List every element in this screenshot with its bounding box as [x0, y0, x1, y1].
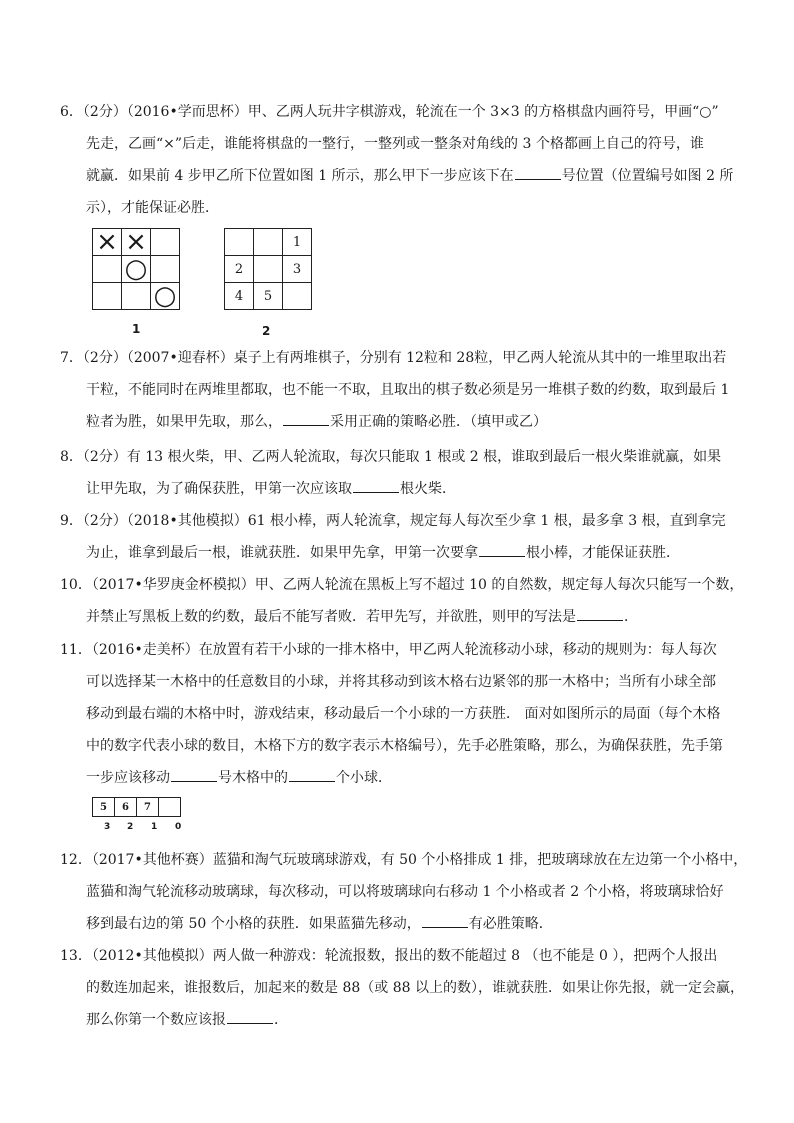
- question-12-line-1: 12．（2017•其他杯赛）蓝猫和淘气玩玻璃球游戏，有 50 个小格排成 1 排，把玻璃球放在左边第一个小格中，: [60, 852, 748, 868]
- figure-1-board: [92, 228, 180, 310]
- question-10-line-2-text: 并禁止写黑板上数的约数，最后不能写者败．若甲先写，并欲胜，则甲的写法是: [86, 609, 576, 625]
- question-12-line-3-text: 移到最右边的第 50 个小格的获胜．如果蓝猫先移动，: [86, 916, 421, 932]
- question-11-line-1: 11．（2016•走美杯）在放置有若干小球的一排木格中，甲乙两人轮流移动小球，移动的规则为：每人每次: [60, 642, 717, 658]
- question-10-line-1: 10．（2017•华罗庚金杯模拟）甲、乙两人轮流在黑板上写不超过 10 的自然数，规定每人每次只能写一个数，: [60, 577, 744, 593]
- figure-2-cell-9: [283, 283, 312, 310]
- answer-blank-8[interactable]: [353, 478, 399, 493]
- question-6-line-3: [60, 160, 750, 192]
- question-13-after-blank: ．: [274, 1012, 288, 1028]
- strip-label-3: 0: [175, 822, 182, 832]
- figure-2-cell-8: 5: [254, 283, 283, 310]
- question-6-line-2: 先走，乙画“×”后走，谁能将棋盘的一整行，一整列或一整条对角线的 3 个格都画上自己的符号，谁: [86, 136, 704, 152]
- answer-blank-6[interactable]: [515, 165, 561, 180]
- figure-2-caption: 2: [262, 324, 271, 338]
- figure-1-cell-4: [93, 256, 122, 283]
- question-13-line-1: 13．（2012•其他模拟）两人做一种游戏：轮流报数，报出的数不能超过 8 （也不能是 0 ），把两个人报出: [60, 948, 718, 964]
- strip-label-0: 3: [104, 822, 111, 832]
- strip-box-2: 6: [115, 798, 137, 817]
- strip-label-2: 1: [151, 822, 158, 832]
- question-8-line-2-text: 让甲先取，为了确保获胜，甲第一次应该取: [86, 481, 352, 497]
- question-7-line-3: [60, 406, 750, 438]
- question-12-line-2: 蓝猫和淘气轮流移动玻璃球，每次移动，可以将玻璃球向右移动 1 个小格或者 2 个小格，将玻璃球恰好: [86, 884, 724, 900]
- question-11-mid-blank: 号木格中的: [218, 770, 288, 786]
- question-11-line-5: [60, 762, 750, 794]
- question-11-line-4: 中的数字代表小球的数目，木格下方的数字表示木格编号），先手必胜策略，那么，为确保获胜，先手第: [86, 738, 723, 754]
- figure-2-cell-7: 4: [225, 283, 254, 310]
- figure-1-cell-6: [151, 256, 180, 283]
- question-11: [60, 634, 750, 794]
- figure-1-cell-3: [151, 229, 180, 256]
- answer-blank-11a[interactable]: [171, 767, 217, 782]
- figure-2-cell-4: 2: [225, 256, 254, 283]
- question-9: [60, 505, 750, 569]
- question-11-after-blank: 个小球．: [336, 770, 392, 786]
- cross-mark-icon: ×: [93, 229, 122, 256]
- question-6: [60, 96, 750, 224]
- question-13-line-3: [60, 1004, 750, 1036]
- circle-mark-icon: ○: [151, 283, 180, 310]
- answer-blank-7[interactable]: [283, 411, 329, 426]
- question-7-line-2: 干粒，不能同时在两堆里都取，也不能一不取，且取出的棋子数必须是另一堆棋子数的约数，取到最后 1: [86, 382, 730, 398]
- figure-1-cell-7: [93, 283, 122, 310]
- figure-2-cell-2: [254, 229, 283, 256]
- strip-box-4: [159, 798, 181, 817]
- answer-blank-10[interactable]: [577, 606, 623, 621]
- figure-2-cell-5: [254, 256, 283, 283]
- question-6-line-3-text: 就赢．如果前 4 步甲乙所下位置如图 1 所示，那么甲下一步应该下在: [86, 168, 514, 184]
- question-6-line-1: 6．（2分）（2016•学而思杯）甲、乙两人玩井字棋游戏，轮流在一个 3×3 的方格棋盘内画符号，甲画“○”: [60, 104, 719, 120]
- question-6-after-blank: 号位置（位置编号如图 2 所: [561, 168, 734, 184]
- figure-2-cell-1: [225, 229, 254, 256]
- question-9-line-2-text: 为止，谁拿到最后一根，谁就获胜．如果甲先拿，甲第一次要拿: [86, 545, 478, 561]
- question-9-after-blank: 根小棒，才能保证获胜．: [526, 545, 680, 561]
- question-8-line-2: [60, 473, 750, 505]
- question-10: [60, 569, 750, 633]
- figure-2-cell-3: 1: [283, 229, 312, 256]
- question-6-line-4: 示），才能保证必胜．: [86, 200, 219, 216]
- strip-label-1: 2: [127, 822, 134, 832]
- question-11-line-3: 移动到最右端的木格中时，游戏结束，移动最后一个小球的一方获胜． 面对如图所示的局面（每个木格: [86, 706, 721, 722]
- question-8: [60, 441, 750, 505]
- question-12-line-3: [60, 908, 750, 940]
- strip-box-1: 5: [93, 798, 115, 817]
- question-9-line-1: 9．（2分）（2018•其他模拟）61 根小棒，两人轮流拿，规定每人每次至少拿 1 根，最多拿 3 根，直到拿完: [60, 513, 726, 529]
- question-10-line-2: [60, 601, 750, 633]
- question-7-line-1: 7．（2分）（2007•迎春杯）桌子上有两堆棋子，分别有 12粒和 28粒，甲乙两人轮流从其中的一堆里取出若: [60, 350, 727, 366]
- cross-mark-icon: ×: [122, 229, 151, 256]
- question-13-line-2: 的数连加起来，谁报数后，加起来的数是 88（或 88 以上的数），谁就获胜．如果让你先报，就一定会赢，: [86, 980, 744, 996]
- question-13: [60, 940, 750, 1036]
- figure-2-cell-6: 3: [283, 256, 312, 283]
- question-9-line-2: [60, 537, 750, 569]
- question-13-line-3-text: 那么你第一个数应该报: [86, 1012, 226, 1028]
- strip-box-3: 7: [137, 798, 159, 817]
- circle-mark-icon: ○: [122, 256, 151, 283]
- question-12: [60, 844, 750, 940]
- question-10-after-blank: ．: [624, 609, 638, 625]
- question-11-line-2: 可以选择某一木格中的任意数目的小球，并将其移动到该木格右边紧邻的那一木格中；当所有小球全部: [86, 674, 716, 690]
- answer-blank-13[interactable]: [227, 1009, 273, 1024]
- question-8-line-1: 8．（2分）有 13 根火柴，甲、乙两人轮流取，每次只能取 1 根或 2 根，谁取到最后一根火柴谁就赢，如果: [60, 449, 722, 465]
- figure-1-cell-8: [122, 283, 151, 310]
- question-7-after-blank: 采用正确的策略必胜．（填甲或乙）: [330, 414, 547, 430]
- question-8-after-blank: 根火柴．: [400, 481, 456, 497]
- answer-blank-12[interactable]: [422, 913, 468, 928]
- ball-strip-figure: [92, 797, 181, 817]
- figure-1-caption: 1: [132, 322, 141, 336]
- answer-blank-11b[interactable]: [289, 767, 335, 782]
- figure-2-board: [224, 228, 312, 310]
- answer-blank-9[interactable]: [479, 542, 525, 557]
- question-12-after-blank: 有必胜策略．: [468, 916, 553, 932]
- question-11-line-5-text: 一步应该移动: [86, 770, 170, 786]
- question-7-line-3-text: 粒者为胜，如果甲先取，那么，: [86, 414, 282, 430]
- question-7: [60, 342, 750, 438]
